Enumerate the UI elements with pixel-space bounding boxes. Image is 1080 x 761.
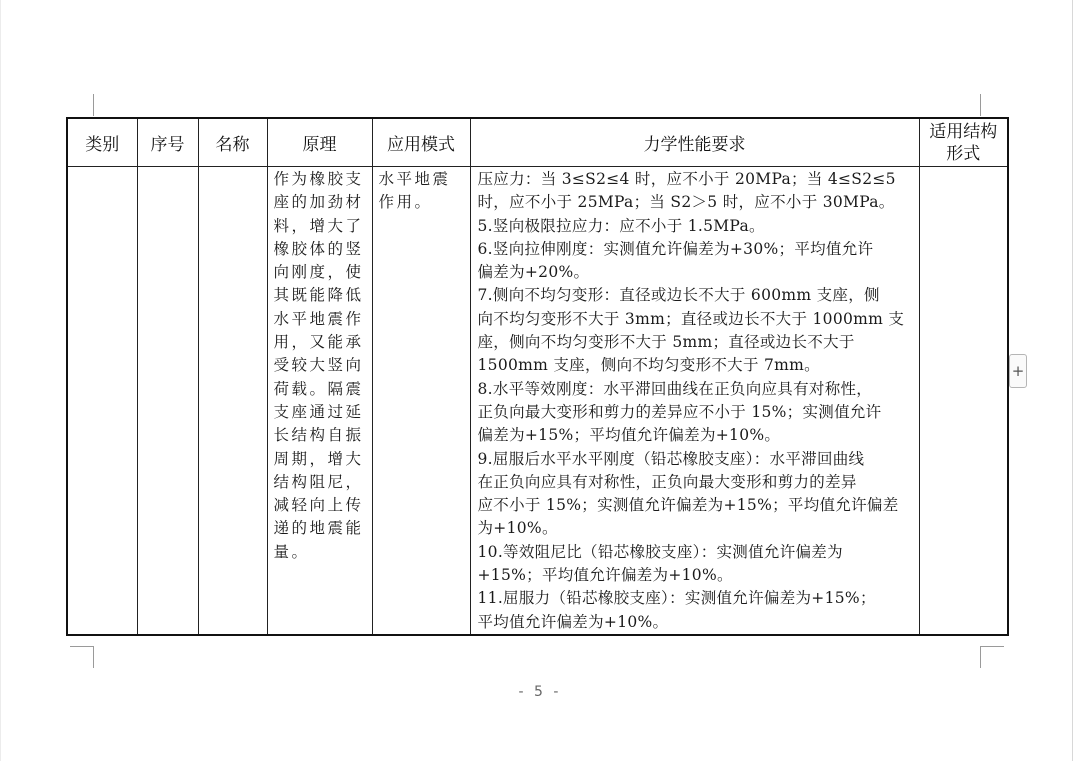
header-mechanical-requirements: 力学性能要求 <box>470 118 919 167</box>
expand-button[interactable]: + <box>1009 354 1027 388</box>
requirements-table <box>66 117 1009 636</box>
header-name: 名称 <box>198 118 267 167</box>
crop-mark-bottom-left-h <box>70 646 94 647</box>
cell-structure-form <box>919 167 1008 635</box>
crop-mark-top-right <box>980 94 981 116</box>
requirements-text: 压应力：当 3≤S2≤4 时，应不小于 20MPa；当 4≤S2≤5 时，应不小于 25MPa；当 S2＞5 时，应不小于 30MPa。 5.竖向极限拉应力：应不小于 1.5MPa。 6.竖向拉伸刚度：实测值允许偏差为+30%；平均值允许 偏差为+20%。 7.侧向不均匀变形：直径或边长不大于 600mm 支座，侧 向不均匀变形不大于 3mm；直径或边长不大于 1000mm 支 座，侧向不均匀变形不大于 5mm；直径或边长不大于 1500mm 支座，侧向不均匀变形不大于 7mm。 8.水平等效刚度：水平滞回曲线在正负向应具有对称性， 正负向最大变形和剪力的差异应不小于 15%；实测值允许 偏差为+15%；平均值允许偏差为+10%。 9.屈服后水平水平刚度（铅芯橡胶支座）：水平滞回曲线 在正负向应具有对称性，正负向最大变形和剪力的差异 应不小于 15%；实测值允许偏差为+15%；平均值允许偏差 为+10%。 10.等效阻尼比（铅芯橡胶支座）：实测值允许偏差为 +15%；平均值允许偏差为+10%。 11.屈服力（铅芯橡胶支座）：实测值允许偏差为+15%； 平均值允许偏差为+10%。 <box>477 170 905 631</box>
table-row <box>67 167 1008 635</box>
page-edge-right <box>1072 0 1073 761</box>
header-category: 类别 <box>67 118 137 167</box>
crop-mark-bottom-left-v <box>93 646 94 668</box>
crop-mark-top-left <box>93 94 94 116</box>
page-number: - 5 - <box>518 684 562 700</box>
header-structure-form: 适用结构 形式 <box>919 118 1008 167</box>
cell-name <box>198 167 267 635</box>
header-application-mode: 应用模式 <box>372 118 470 167</box>
application-mode-text: 水平地震作用。 <box>378 170 451 212</box>
header-principle: 原理 <box>267 118 372 167</box>
cell-principle <box>267 167 372 635</box>
page-edge-left <box>0 0 1 761</box>
principle-text: 作为橡胶支座的加劲材料，增大了橡胶体的竖向刚度，使其既能降低水平地震作用，又能承受较大竖向荷载。隔震支座通过延长结构自振周期，增大结构阻尼，减轻向上传递的地震能量。 <box>273 170 364 561</box>
crop-mark-bottom-right-h <box>980 646 1004 647</box>
cell-application-mode <box>372 167 470 635</box>
table-header-row <box>67 118 1008 167</box>
header-index: 序号 <box>137 118 198 167</box>
cell-category <box>67 167 137 635</box>
cell-mechanical-requirements <box>470 167 919 635</box>
cell-index <box>137 167 198 635</box>
crop-mark-bottom-right-v <box>980 646 981 668</box>
